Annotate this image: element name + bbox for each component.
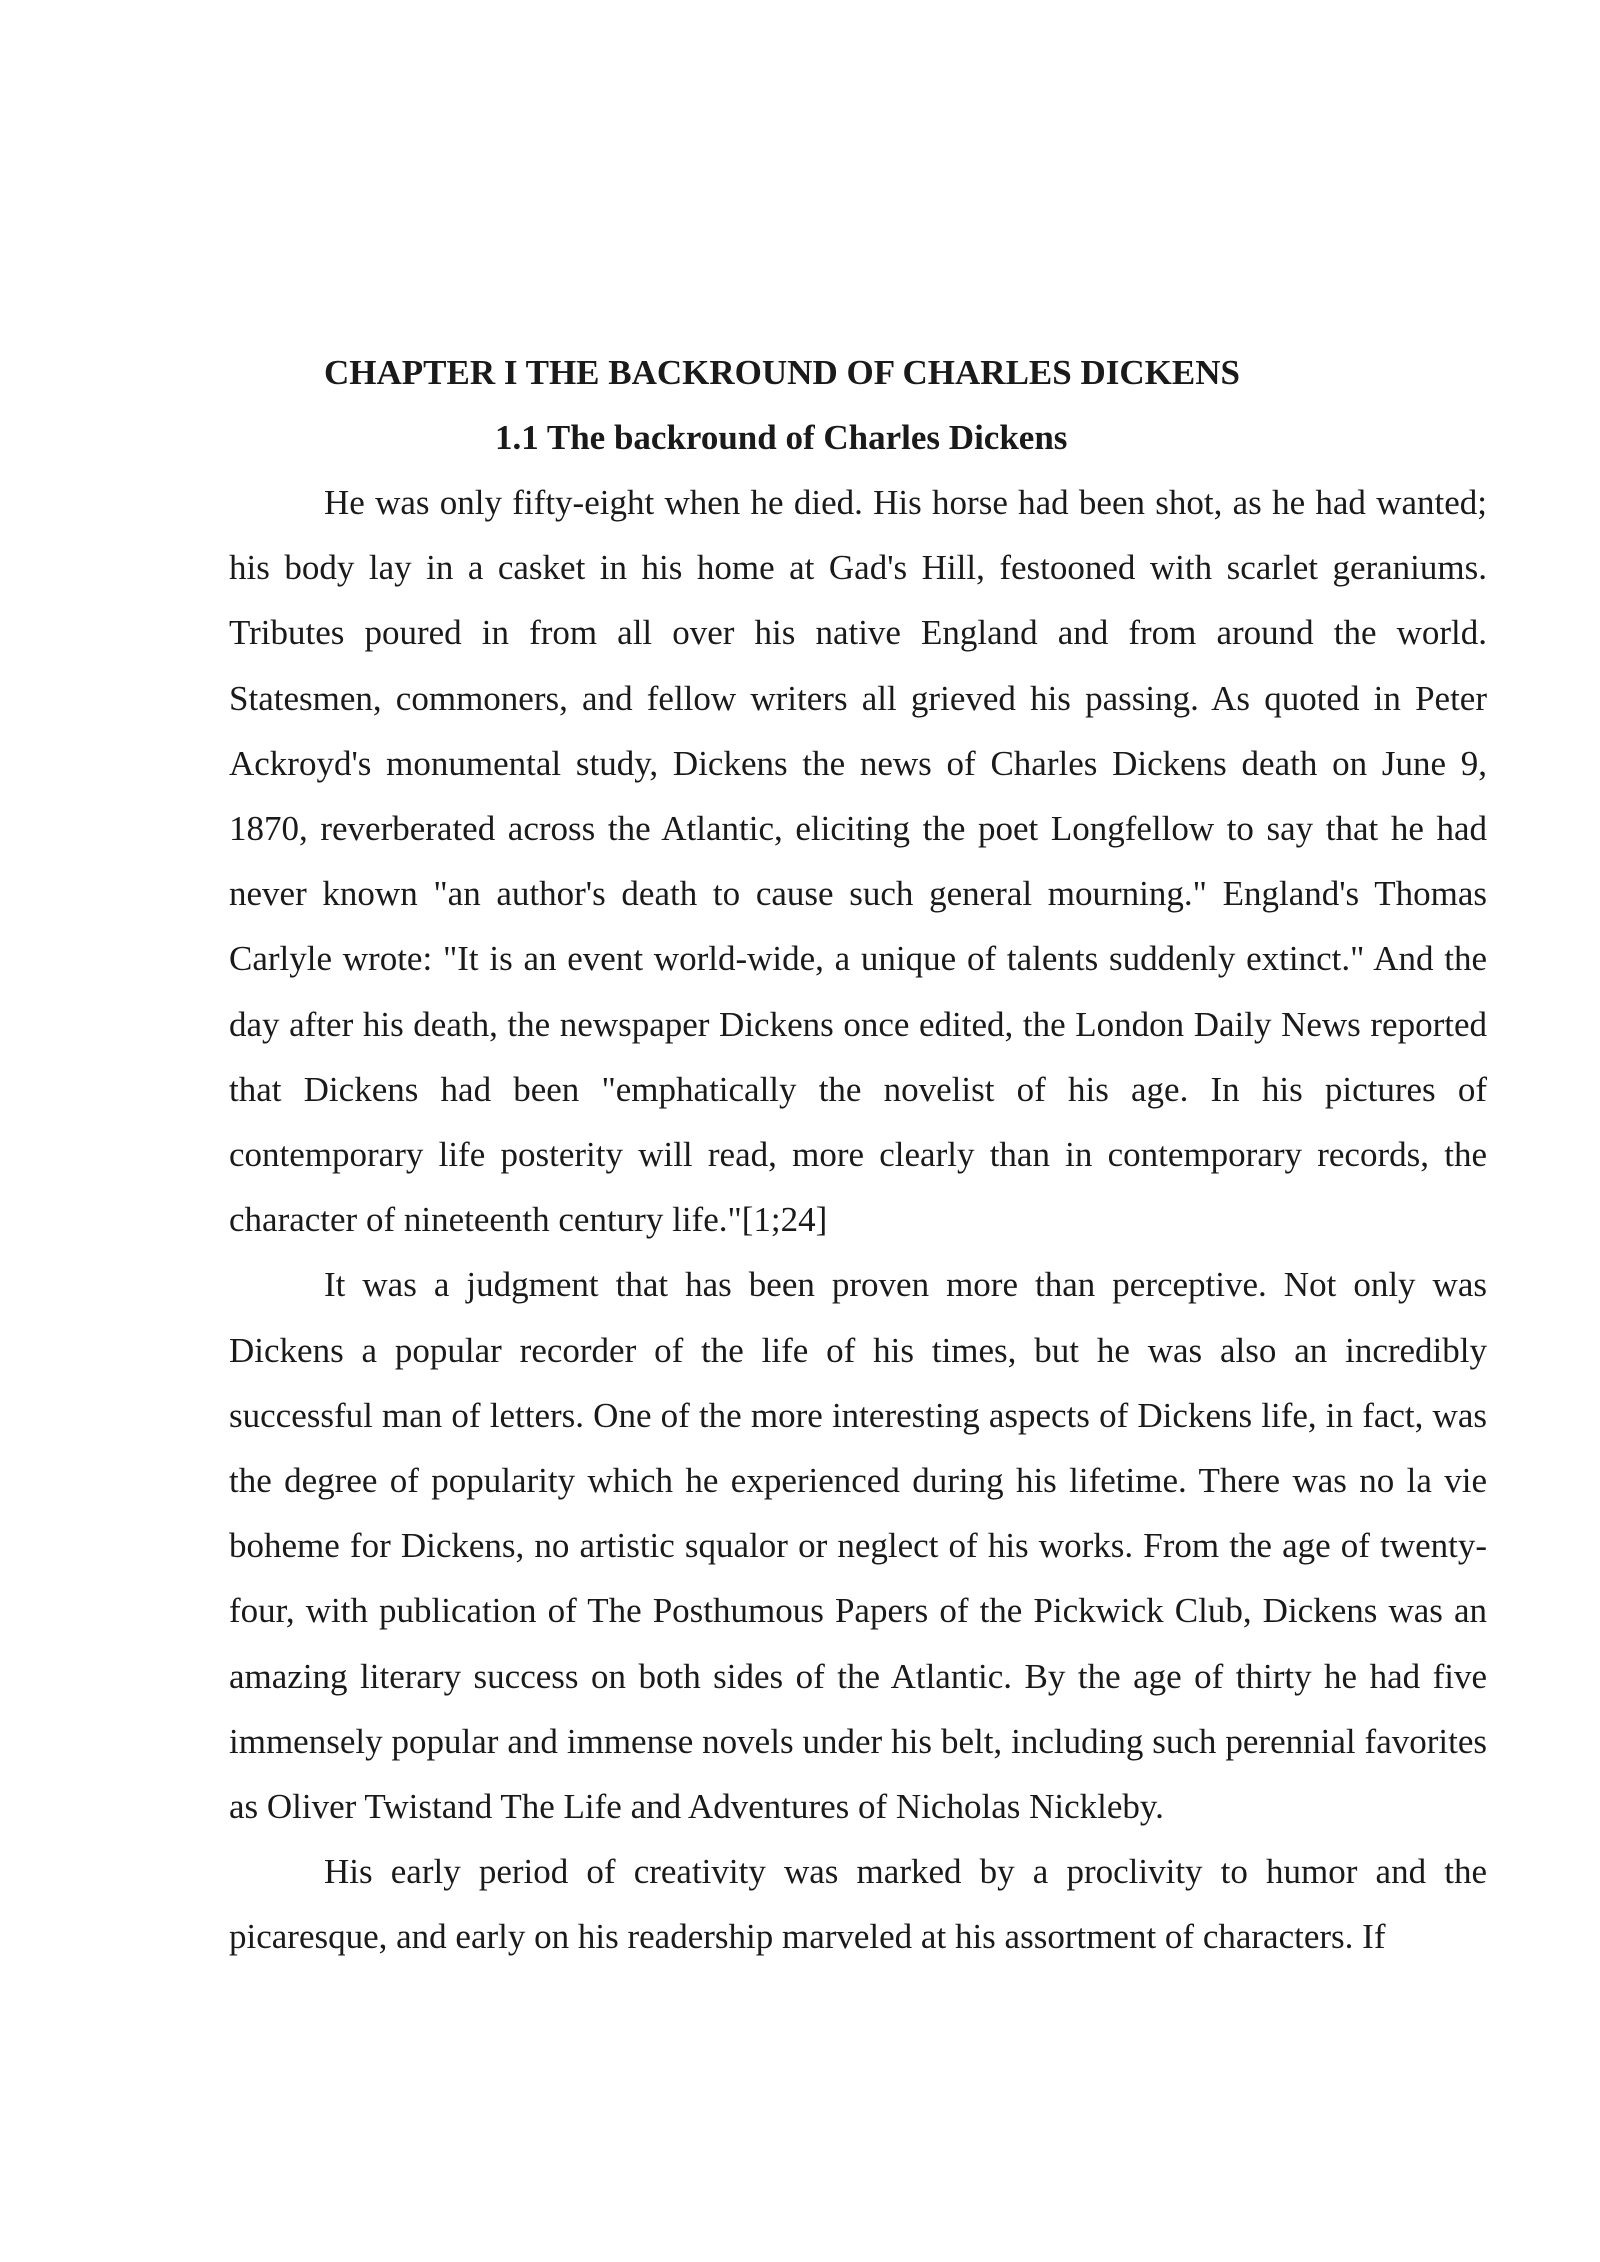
chapter-title: CHAPTER I THE BACKROUND OF CHARLES DICKENS (324, 353, 1240, 392)
section-title: 1.1 The backround of Charles Dickens (495, 418, 1068, 457)
paragraph-1: He was only fifty-eight when he died. His horse had been shot, as he had wanted; his body lay in a casket in his home at Gad's Hill, festooned with scarlet geraniums. Tributes poured in from all over his native England and from around the world. Statesmen, commoners, and fellow writers all grieved his passing. As quoted in Peter Ackroyd's monumental study, Dickens the news of Charles Dickens death on June 9, 1870, reverberated across the Atlantic, eliciting the poet Longfellow to say that he had never known "an author's death to cause such general mourning." England's Thomas Carlyle wrote: "It is an event world-wide, a unique of talents suddenly extinct." And the day after his death, the newspaper Dickens once edited, the London Daily News reported that Dickens had been "emphatically the novelist of his age. In his pictures of contemporary life posterity will read, more clearly than in contemporary records, the character of nineteenth century life."[1;24] (229, 483, 1487, 1240)
paragraph-3: His early period of creativity was marked by a proclivity to humor and the picaresque, and early on his readership marveled at his assortment of characters. If (229, 1852, 1487, 1957)
page-content (229, 340, 1487, 1970)
paragraph-2: It was a judgment that has been proven more than perceptive. Not only was Dickens a popular recorder of the life of his times, but he was also an incredibly successful man of letters. One of the more interesting aspects of Dickens life, in fact, was the degree of popularity which he experienced during his lifetime. There was no la vie boheme for Dickens, no artistic squalor or neglect of his works. From the age of twenty-four, with publication of The Posthumous Papers of the Pickwick Club, Dickens was an amazing literary success on both sides of the Atlantic. By the age of thirty he had five immensely popular and immense novels under his belt, including such perennial favorites as Oliver Twistand The Life and Adventures of Nicholas Nickleby. (229, 1265, 1487, 1827)
